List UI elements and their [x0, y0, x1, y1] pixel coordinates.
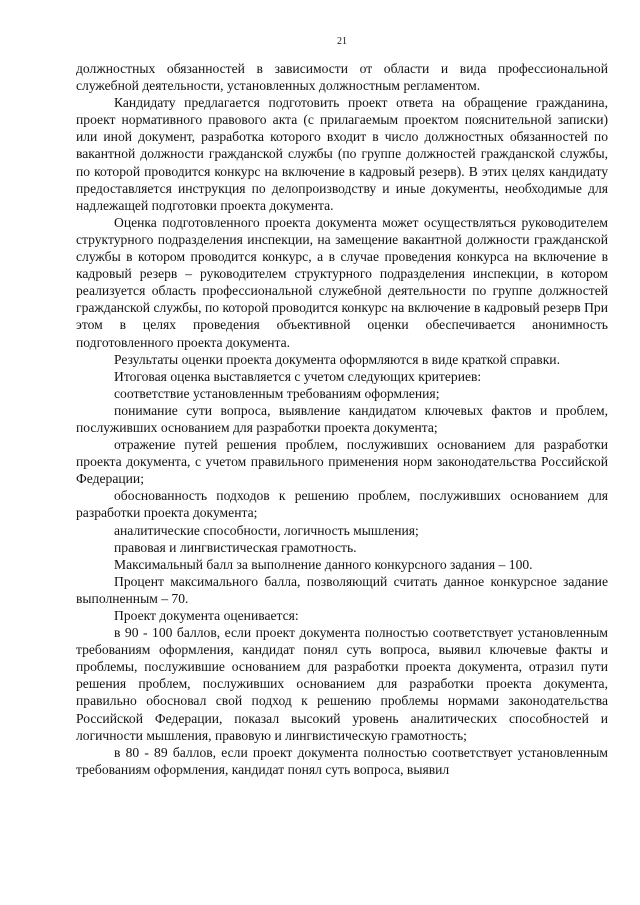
criteria-item: понимание сути вопроса, выявление кандидатом ключевых фактов и проблем, послуживших основанием для разработки проекта документа; — [76, 402, 608, 435]
criteria-item: соответствие установленным требованиям оформления; — [114, 385, 440, 401]
paragraph: Итоговая оценка выставляется с учетом следующих критериев: — [114, 368, 482, 384]
criteria-item: аналитические способности, логичность мышления; — [114, 522, 419, 538]
paragraph: Кандидату предлагается подготовить проект ответа на обращение гражданина, проект нормативного правового акта (с прилагаемым проектом пояснительной записки) или иной документ, разработка которого входит в число должностных обязанностей по вакантной должности гражданской службы (по группе должностей гражданской службы, по которой проводится конкурс на включение в кадровый резерв). В этих целях кандидату предоставляется инструкция по делопроизводству и иные документы, необходимые для надлежащей подготовки проекта документа. — [76, 95, 608, 213]
document-body — [76, 60, 608, 778]
criteria-item: обоснованность подходов к решению проблем, послуживших основанием для разработки проекта документа; — [76, 488, 608, 521]
paragraph: Оценка подготовленного проекта документа может осуществляться руководителем структурного подразделения инспекции, на замещение вакантной должности гражданской службы в котором проводится конкурс, а в случае проведения конкурса на включение в кадровый резерв – руководителем структурного подразделения инспекции, в котором реализуется область профессиональной служебной деятельности по группе должностей гражданской службы, по которой проводится конкурс на включение в кадровый резерв При этом в целях проведения объективной оценки обеспечивается анонимность подготовленного проекта документа. — [76, 214, 608, 350]
score-range-item: в 90 - 100 баллов, если проект документа полностью соответствует установленным требованиям оформления, кандидат понял суть вопроса, выявил ключевые факты и проблемы, послужившие основанием для разработки проекта документа, отразил пути решения проблем, послуживших основанием для разработки проекта документа, правильно обосновал свой подход к решению проблемы нормами законодательства Российской Федерации, показал высокий уровень аналитических способностей и логичности мышления, правовую и лингвистическую грамотность; — [76, 625, 608, 743]
criteria-item: отражение путей решения проблем, послуживших основанием для разработки проекта документа, с учетом правильного применения норм законодательства Российской Федерации; — [76, 437, 608, 487]
paragraph: Проект документа оценивается: — [114, 608, 299, 623]
paragraph: Максимальный балл за выполнение данного конкурсного задания – 100. — [114, 556, 533, 572]
page-number: 21 — [337, 36, 347, 47]
paragraph: Результаты оценки проекта документа оформляются в виде краткой справки. — [114, 351, 560, 367]
criteria-item: правовая и лингвистическая грамотность. — [114, 539, 357, 555]
paragraph: должностных обязанностей в зависимости от области и вида профессиональной служебной деятельности, установленных должностным регламентом. — [76, 61, 608, 94]
score-range-item: в 80 - 89 баллов, если проект документа полностью соответствует установленным требованиям оформления, кандидат понял суть вопроса, выявил — [76, 744, 608, 777]
paragraph: Процент максимального балла, позволяющий считать данное конкурсное задание выполненным – 70. — [76, 573, 608, 606]
